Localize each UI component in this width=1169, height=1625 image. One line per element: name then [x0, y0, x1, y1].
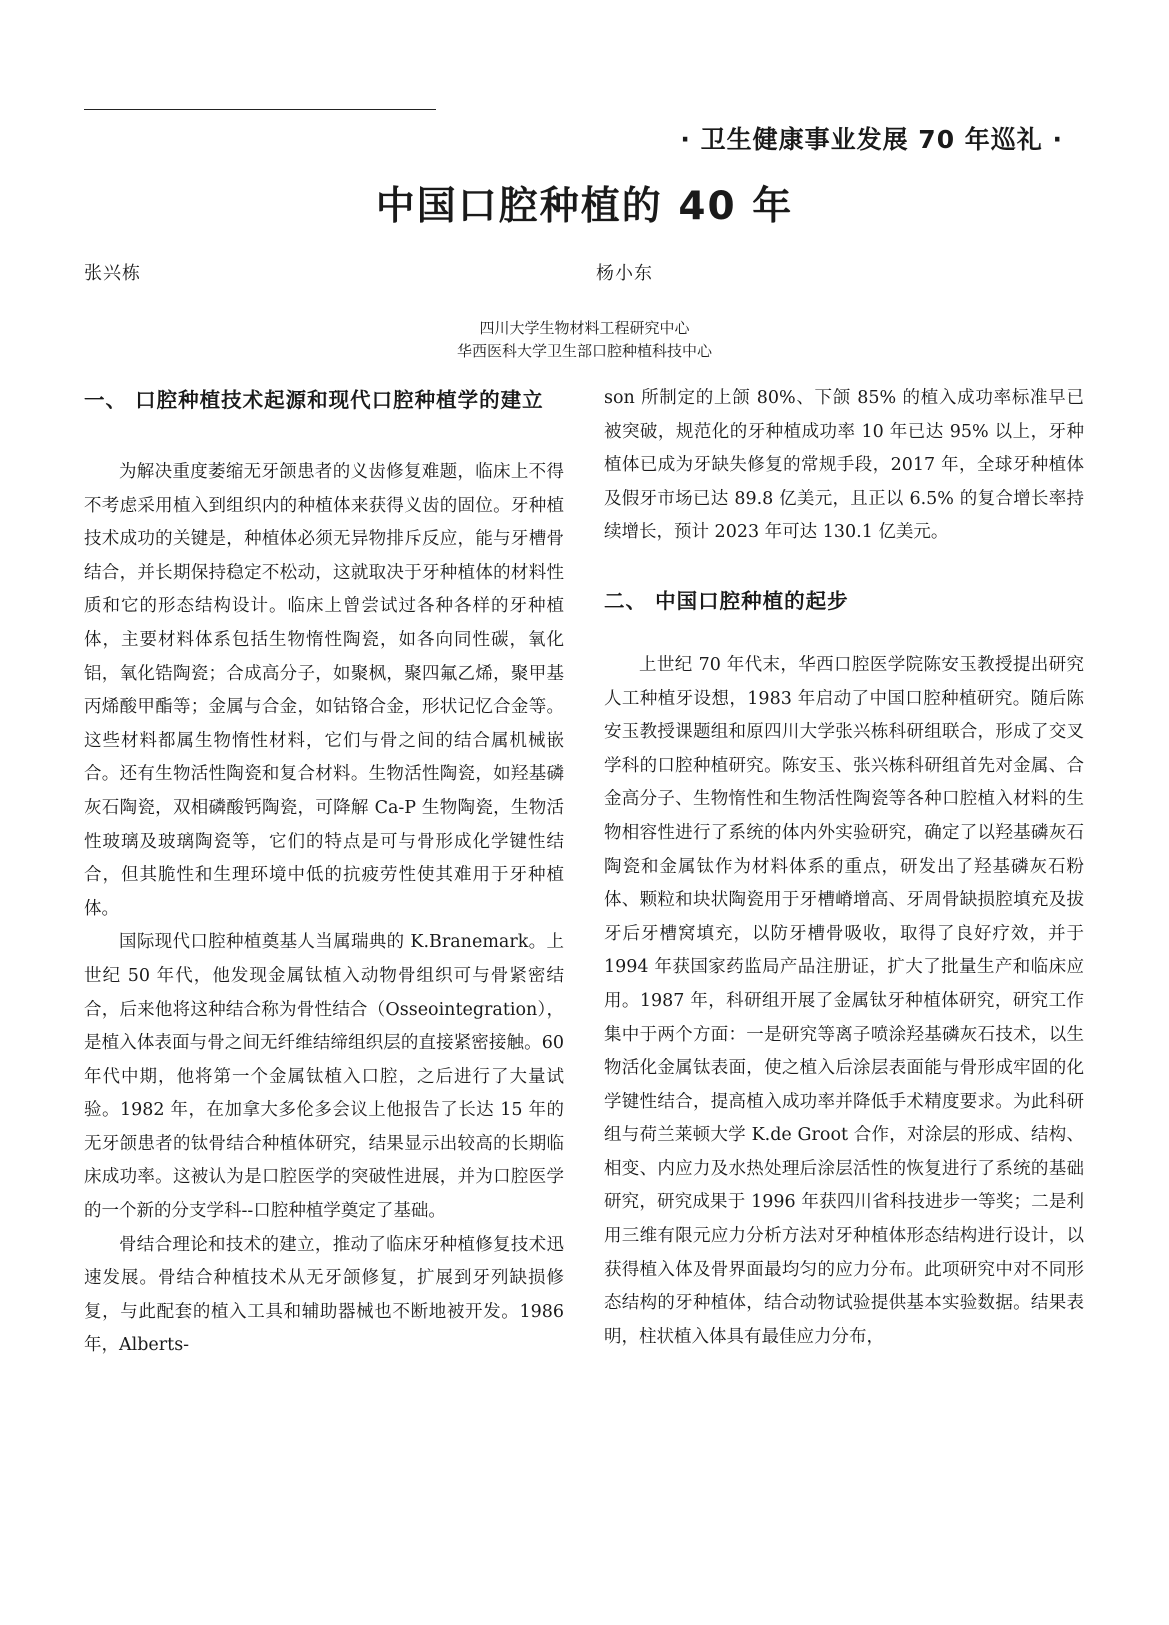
article-title: 中国口腔种植的 40 年 [375, 184, 794, 229]
affiliation-line: 四川大学生物材料工程研究中心 [479, 319, 690, 337]
body-paragraph: 骨结合理论和技术的建立，推动了临床牙种植修复技术迅速发展。骨结合种植技术从无牙颌修复，扩展到牙列缺损修复，与此配套的植入工具和辅助器械也不断地被开发。1986 年，Alberts- [84, 1234, 564, 1356]
section-heading: 二、 中国口腔种植的起步 [604, 588, 849, 613]
series-tag: · 卫生健康事业发展 70 年巡礼 · [680, 125, 1063, 154]
body-paragraph-continued: son 所制定的上颌 80%、下颌 85% 的植入成功率标准早已被突破，规范化的牙种植成功率 10 年已达 95% 以上，牙种植体已成为牙缺失修复的常规手段，2017 年，全球牙种植体及假牙市场已达 89.8 亿美元，且正以 6.5% 的复合增长率持续增长，预计 2023 年可达 130.1 亿美元。 [604, 388, 1084, 543]
body-column-left [84, 382, 564, 1363]
affiliations [0, 317, 1169, 363]
section-heading: 一、 口腔种植技术起源和现代口腔种植学的建立 [84, 388, 544, 412]
body-paragraph: 国际现代口腔种植奠基人当属瑞典的 K.Branemark。上世纪 50 年代，他发现金属钛植入动物骨组织可与骨紧密结合，后来他将这种结合称为骨性结合（Osseointegration），是植入体表面与骨之间无纤维结缔组织层的直接紧密接触。60 年代中期，他将第一个金属钛植入口腔，之后进行了大量试验。1982 年，在加拿大多伦多会议上他报告了长达 15 年的无牙颌患者的钛骨结合种植体研究，结果显示出较高的长期临床成功率。这被认为是口腔医学的突破性进展，并为口腔医学的一个新的分支学科--口腔种植学奠定了基础。 [84, 932, 564, 1222]
body-paragraph: 为解决重度萎缩无牙颌患者的义齿修复难题，临床上不得不考虑采用植入到组织内的种植体来获得义齿的固位。牙种植技术成功的关键是，种植体必须无异物排斥反应，能与牙槽骨结合，并长期保持稳定不松动，这就取决于牙种植体的材料性质和它的形态结构设计。临床上曾尝试过各种各样的牙种植体，主要材料体系包括生物惰性陶瓷，如各向同性碳，氧化铝，氧化锆陶瓷；合成高分子，如聚枫，聚四氟乙烯，聚甲基丙烯酸甲酯等；金属与合金，如钴铬合金，形状记忆合金等。这些材料都属生物惰性材料，它们与骨之间的结合属机械嵌合。还有生物活性陶瓷和复合材料。生物活性陶瓷，如羟基磷灰石陶瓷，双相磷酸钙陶瓷，可降解 Ca-P 生物陶瓷，生物活性玻璃及玻璃陶瓷等，它们的特点是可与骨形成化学键性结合，但其脆性和生理环境中低的抗疲劳性使其难用于牙种植体。 [84, 462, 564, 919]
author-name: 杨小东 [596, 263, 653, 284]
affiliation-line: 华西医科大学卫生部口腔种植科技中心 [456, 342, 712, 360]
body-paragraph: 上世纪 70 年代末，华西口腔医学院陈安玉教授提出研究人工种植牙设想，1983 年启动了中国口腔种植研究。随后陈安玉教授课题组和原四川大学张兴栋科研组联合，形成了交叉学科的口腔种植研究。陈安玉、张兴栋科研组首先对金属、合金高分子、生物惰性和生物活性陶瓷等各种口腔植入材料的生物相容性进行了系统的体内外实验研究，确定了以羟基磷灰石陶瓷和金属钛作为材料体系的重点，研发出了羟基磷灰石粉体、颗粒和块状陶瓷用于牙槽嵴增高、牙周骨缺损腔填充及拔牙后牙槽窝填充，以防牙槽骨吸收，取得了良好疗效，并于 1994 年获国家药监局产品注册证，扩大了批量生产和临床应用。1987 年，科研组开展了金属钛牙种植体研究，研究工作集中于两个方面：一是研究等离子喷涂羟基磷灰石技术，以生物活化金属钛表面，使之植入后涂层表面能与骨形成牢固的化学键性结合，提高植入成功率并降低手术精度要求。为此科研组与荷兰莱顿大学 K.de Groot 合作，对涂层的形成、结构、相变、内应力及水热处理后涂层活性的恢复进行了系统的基础研究，研究成果于 1996 年获四川省科技进步一等奖；二是利用三维有限元应力分析方法对牙种植体形态结构进行设计，以获得植入体及骨界面最均匀的应力分布。此项研究中对不同形态结构的牙种植体，结合动物试验提供基本实验数据。结果表明，柱状植入体具有最佳应力分布， [604, 654, 1084, 1347]
author-name: 张兴栋 [84, 263, 141, 284]
header-rule [84, 109, 436, 110]
body-column-right [604, 382, 1084, 1354]
